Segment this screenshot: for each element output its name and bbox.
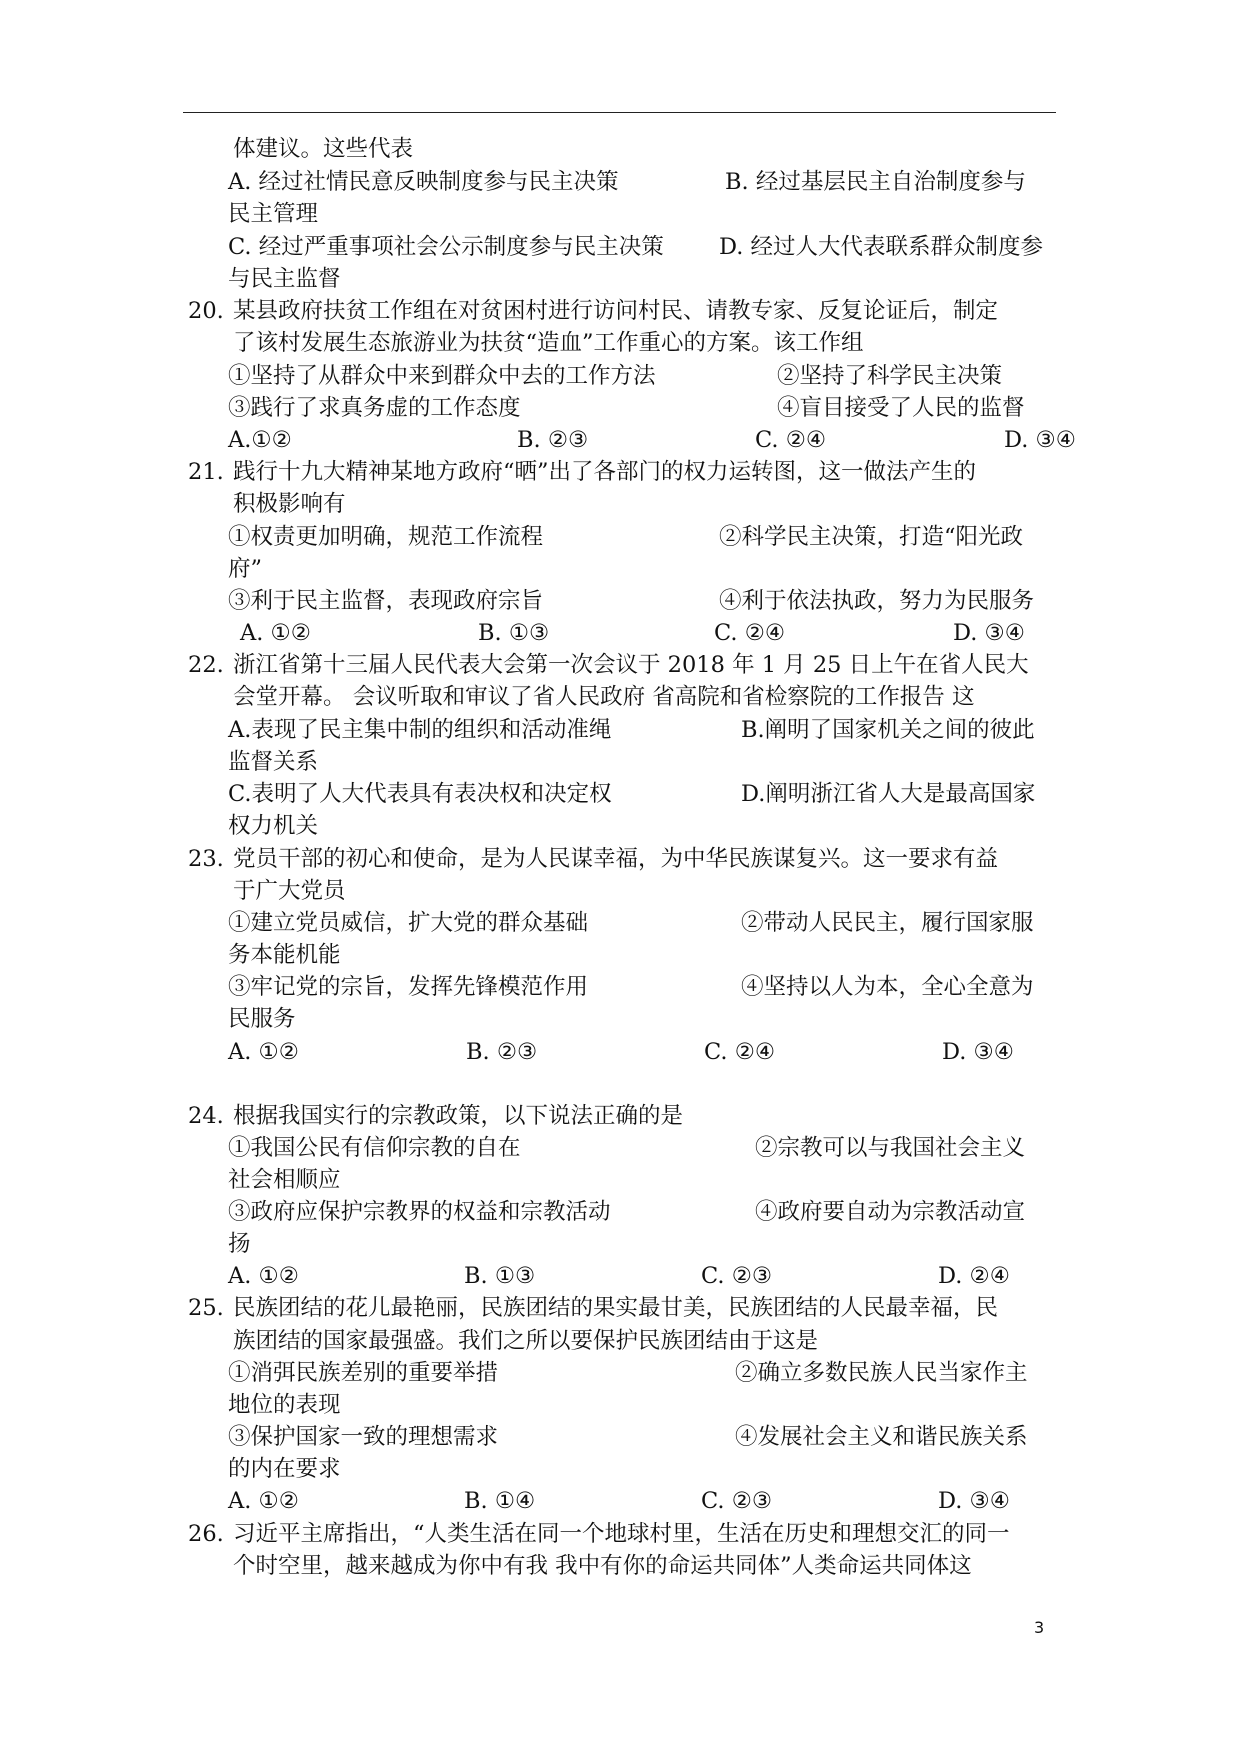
q20-number: 20. <box>188 298 224 324</box>
q23-choice-b: B. ②③ <box>466 1039 538 1065</box>
q23-item-2-cont: 务本能机能 <box>228 942 341 968</box>
q25-choice-b: B. ①④ <box>464 1488 536 1514</box>
q22-stem-line1: 浙江省第十三届人民代表大会第一次会议于 2018 年 1 月 25 日上午在省人民大 <box>233 652 1029 678</box>
q21-choice-d: D. ③④ <box>953 620 1025 646</box>
q24-item-2-cont: 社会相顺应 <box>228 1167 341 1193</box>
q20-item-4: ④盲目接受了人民的监督 <box>777 395 1025 421</box>
q19-option-d-cont: 与民主监督 <box>228 266 341 292</box>
q22-number: 22. <box>188 652 224 678</box>
q21-item-2-cont: 府” <box>228 556 263 582</box>
q24-item-2: ②宗教可以与我国社会主义 <box>755 1135 1026 1161</box>
q20-choice-d: D. ③④ <box>1004 427 1076 453</box>
q23-choice-d: D. ③④ <box>942 1039 1014 1065</box>
q25-item-1: ①消弭民族差别的重要举措 <box>228 1360 499 1386</box>
q25-item-4: ④发展社会主义和谐民族关系 <box>735 1424 1028 1450</box>
q25-stem-line1: 民族团结的花儿最艳丽，民族团结的果实最甘美，民族团结的人民最幸福，民 <box>233 1295 999 1321</box>
q20-stem-line1: 某县政府扶贫工作组在对贫困村进行访问村民、请教专家、反复论证后，制定 <box>233 298 999 324</box>
q26-stem-line2: 个时空里，越来越成为你中有我 我中有你的命运共同体”人类命运共同体这 <box>233 1553 972 1579</box>
q23-stem-line1: 党员干部的初心和使命，是为人民谋幸福，为中华民族谋复兴。这一要求有益 <box>233 846 999 872</box>
q25-item-2-cont: 地位的表现 <box>228 1392 341 1418</box>
q24-choice-c: C. ②③ <box>701 1263 773 1289</box>
q24-item-4-cont: 扬 <box>228 1231 251 1257</box>
q20-choice-a: A.①② <box>228 427 292 453</box>
q23-item-3: ③牢记党的宗旨，发挥先锋模范作用 <box>228 974 589 1000</box>
q19-stem-end: 体建议。这些代表 <box>233 136 414 162</box>
q23-stem-line2: 于广大党员 <box>233 878 346 904</box>
q22-option-a: A.表现了民主集中制的组织和活动准绳 <box>228 717 612 743</box>
q19-option-b-cont: 民主管理 <box>228 201 319 227</box>
q26-stem-line1: 习近平主席指出，“人类生活在同一个地球村里，生活在历史和理想交汇的同一 <box>233 1521 1010 1547</box>
q21-choice-c: C. ②④ <box>714 620 786 646</box>
q20-stem-line2: 了该村发展生态旅游业为扶贫“造血”工作重心的方案。该工作组 <box>233 330 864 356</box>
q20-choice-b: B. ②③ <box>517 427 589 453</box>
q23-item-1: ①建立党员威信，扩大党的群众基础 <box>228 910 589 936</box>
q25-number: 25. <box>188 1295 224 1321</box>
q25-item-2: ②确立多数民族人民当家作主 <box>735 1360 1028 1386</box>
q24-choice-a: A. ①② <box>228 1263 299 1289</box>
q20-item-2: ②坚持了科学民主决策 <box>777 363 1003 389</box>
q19-option-b: B. 经过基层民主自治制度参与 <box>725 169 1026 195</box>
q25-item-3: ③保护国家一致的理想需求 <box>228 1424 499 1450</box>
q23-item-4: ④坚持以人为本，全心全意为 <box>741 974 1034 1000</box>
q25-choice-a: A. ①② <box>228 1488 299 1514</box>
q22-option-b-cont: 监督关系 <box>228 749 319 775</box>
q19-option-c: C. 经过严重事项社会公示制度参与民主决策 <box>228 234 664 260</box>
q26-number: 26. <box>188 1521 224 1547</box>
q24-stem-line1: 根据我国实行的宗教政策，以下说法正确的是 <box>233 1103 684 1129</box>
q22-option-b: B.阐明了国家机关之间的彼此 <box>741 717 1035 743</box>
q20-item-3: ③践行了求真务虚的工作态度 <box>228 395 521 421</box>
q21-item-1: ①权责更加明确，规范工作流程 <box>228 524 544 550</box>
q25-choice-c: C. ②③ <box>701 1488 773 1514</box>
q24-item-3: ③政府应保护宗教界的权益和宗教活动 <box>228 1199 611 1225</box>
q20-choice-c: C. ②④ <box>755 427 827 453</box>
q21-stem-line1: 践行十九大精神某地方政府“晒”出了各部门的权力运转图，这一做法产生的 <box>233 459 977 485</box>
q21-number: 21. <box>188 459 224 485</box>
q21-item-3: ③利于民主监督，表现政府宗旨 <box>228 588 544 614</box>
q22-stem-line2: 会堂开幕。 会议听取和审议了省人民政府 省高院和省检察院的工作报告 这 <box>233 684 975 710</box>
q23-choice-a: A. ①② <box>228 1039 299 1065</box>
q22-option-d-cont: 权力机关 <box>228 813 319 839</box>
q20-item-1: ①坚持了从群众中来到群众中去的工作方法 <box>228 363 656 389</box>
q25-choice-d: D. ③④ <box>938 1488 1010 1514</box>
q21-stem-line2: 积极影响有 <box>233 491 346 517</box>
q22-option-c: C.表明了人大代表具有表决权和决定权 <box>228 781 612 807</box>
q23-choice-c: C. ②④ <box>704 1039 776 1065</box>
q24-number: 24. <box>188 1103 224 1129</box>
q21-item-4: ④利于依法执政，努力为民服务 <box>719 588 1035 614</box>
q25-stem-line2: 族团结的国家最强盛。我们之所以要保护民族团结由于这是 <box>233 1328 819 1354</box>
q23-number: 23. <box>188 846 224 872</box>
header-rule <box>183 112 1056 113</box>
q24-item-4: ④政府要自动为宗教活动宣 <box>755 1199 1026 1225</box>
q24-item-1: ①我国公民有信仰宗教的自在 <box>228 1135 521 1161</box>
q24-choice-d: D. ②④ <box>938 1263 1010 1289</box>
q21-item-2: ②科学民主决策，打造“阳光政 <box>719 524 1024 550</box>
q21-choice-b: B. ①③ <box>478 620 550 646</box>
q19-option-a: A. 经过社情民意反映制度参与民主决策 <box>228 169 619 195</box>
page-number: 3 <box>1034 1618 1045 1637</box>
q24-choice-b: B. ①③ <box>464 1263 536 1289</box>
q19-option-d: D. 经过人大代表联系群众制度参 <box>719 234 1044 260</box>
q23-item-4-cont: 民服务 <box>228 1006 296 1032</box>
q22-option-d: D.阐明浙江省人大是最高国家 <box>741 781 1036 807</box>
q23-item-2: ②带动人民民主，履行国家服 <box>741 910 1034 936</box>
q25-item-4-cont: 的内在要求 <box>228 1456 341 1482</box>
q21-choice-a: A. ①② <box>240 620 311 646</box>
